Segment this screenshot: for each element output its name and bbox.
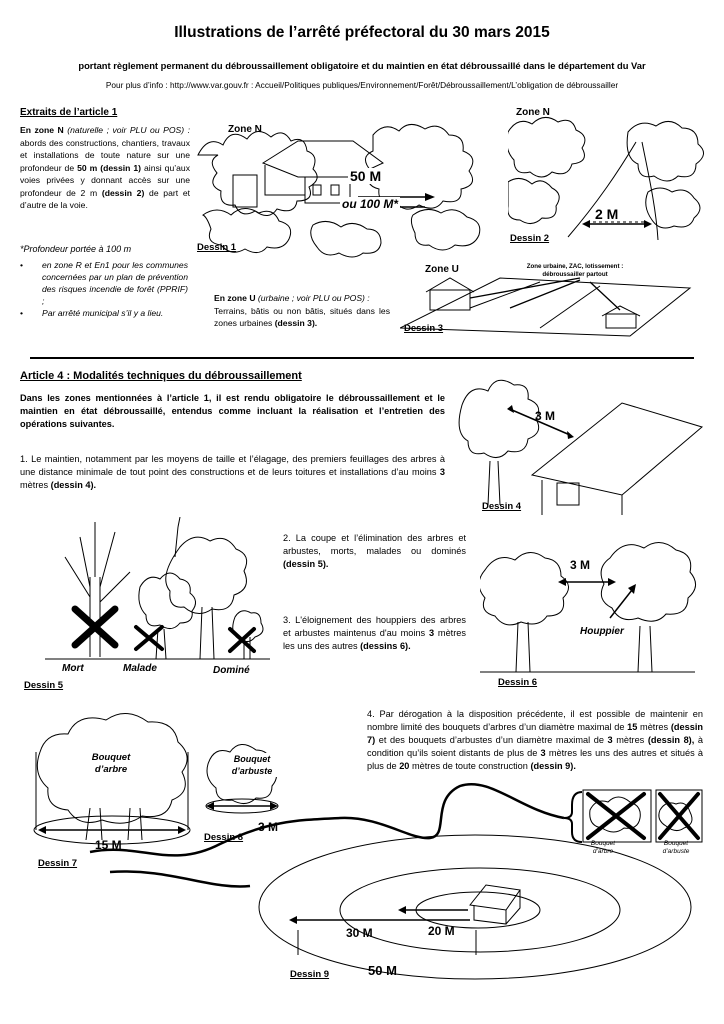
para1-d: (dessin 2) (101, 187, 145, 198)
p4-n: (dessin 9). (530, 761, 576, 771)
p4-a: 4. Par dérogation à la disposition précédente, il est possible de maintenir en nombre limité des bouquets d’arbres d’un diamètre maximal de (367, 709, 703, 732)
article4-intro: Dans les zones mentionnées à l’article 1, il est rendu obligatoire le débroussaillement et le maintien en état débroussaillé, entendus comme incluant la réalisation et l’entretien des opérations suivantes. (20, 393, 445, 429)
p2-a: 2. La coupe et l’élimination des arbres et arbustes, morts, malades ou dominés (283, 533, 466, 556)
article1-heading: Extraits de l’article 1 (20, 107, 118, 118)
zone-u-paragraph (214, 292, 390, 330)
article1-bullets (20, 259, 188, 319)
p1-b: 3 (439, 467, 445, 477)
p2-b: (dessin 5). (283, 559, 329, 569)
d9-small2-b: d’arbuste (662, 848, 690, 855)
page-subtitle: portant règlement permanent du débroussaillement obligatoire et du maintien en état débroussaillé dans le département du Var (78, 60, 646, 71)
d9-bouquet-arbuste (654, 840, 698, 856)
article4-heading: Article 4 : Modalités techniques du débroussaillement (20, 370, 302, 382)
d9-small1-b: d’arbre (592, 848, 614, 855)
para1-b: 50 m (dessin 1) (77, 162, 142, 173)
d9-small2-a: Bouquet (663, 840, 689, 847)
d3-note-line1: Zone urbaine, ZAC, lotissement : (526, 263, 624, 270)
d1-zone: Zone N (228, 124, 262, 135)
d3-note-line2: débroussailler partout (542, 271, 608, 278)
dessin-2-illustration (508, 112, 706, 250)
article4-point4 (367, 708, 703, 773)
page-title: Illustrations de l’arrêté préfectoral du 30 mars 2015 (174, 24, 550, 41)
p4-g: mètres (612, 735, 648, 745)
zone-n-note: (naturelle ; voir PLU ou POS) : (63, 125, 190, 135)
article1-bullet: • Par arrêté municipal s’il y a lieu. (20, 307, 188, 319)
d7-name2: d’arbre (94, 764, 128, 775)
d8-name2: d’arbuste (231, 766, 273, 776)
dessin-4-illustration (452, 365, 712, 515)
d6-label: Dessin 6 (498, 677, 538, 688)
article1-note: *Profondeur portée à 100 m (20, 244, 132, 254)
zone-u-lead: En zone U (214, 293, 256, 303)
p4-i: à condition qu’ils soient distants de plus de (367, 735, 703, 758)
d7-name1: Bouquet (91, 752, 131, 763)
d6-houppier: Houppier (580, 626, 624, 637)
d7-distance: 15 M (95, 838, 122, 852)
p1-d: (dessin 4). (50, 480, 97, 490)
d5-dominated: Dominé (213, 665, 250, 676)
article1-bullet: • en zone R et En1 pour les communes concernées par un plan de prévention des risques incendie de forêt (PPRIF) ; (20, 259, 188, 307)
d6-distance: 3 M (570, 558, 591, 572)
d4-label: Dessin 4 (482, 501, 522, 512)
d8-distance: 3 M (258, 820, 279, 834)
p4-h: (dessin 8), (647, 735, 695, 745)
para1-e: de part et d’autre de la voie. (20, 187, 190, 210)
d8-name (222, 753, 282, 777)
p4-m: mètres de toute construction (409, 761, 531, 771)
p4-f: 3 (607, 735, 613, 745)
d5-label: Dessin 5 (24, 680, 64, 691)
p3-a: 3. L'éloignement des houppiers des arbres et arbustes maintenus d'au moins (283, 615, 466, 638)
p4-b: 15 (627, 722, 638, 732)
zone-u-ref: (dessin 3). (274, 318, 318, 328)
section-divider (30, 357, 694, 359)
dessin-5-illustration (30, 517, 280, 677)
d9-small1-a: Bouquet (590, 840, 616, 847)
zone-u-text: Terrains, bâtis ou non bâtis, situés dans les zones urbaines (214, 305, 390, 328)
d1-alt-distance: ou 100 M* (342, 197, 399, 211)
p4-k: mètres les uns des autres et situés à plus de (367, 748, 703, 771)
p3-c: mètres les uns des autres (283, 628, 466, 651)
p1-c: mètres (20, 480, 51, 490)
d5-sick: Malade (123, 663, 157, 674)
d3-note (515, 263, 635, 279)
d2-distance: 2 M (595, 206, 619, 222)
d9-bouquet-arbre (585, 840, 621, 856)
d7-label: Dessin 7 (38, 858, 78, 869)
d2-zone: Zone N (516, 107, 550, 118)
article4-point2 (283, 532, 466, 571)
info-line: Pour plus d’info : http://www.var.gouv.fr : Accueil/Politiques publiques/Environnement/Forêt/Débroussaillement/L’obligation de débroussailler (105, 80, 619, 90)
p4-e: et des bouquets d’arbustes d’un diamètre maximal de (375, 735, 608, 745)
d1-distance: 50 M (350, 168, 382, 184)
d9-label: Dessin 9 (290, 969, 330, 980)
d8-name1: Bouquet (233, 754, 271, 764)
d3-zone: Zone U (425, 264, 459, 275)
d7-name (86, 752, 136, 776)
d4-distance: 3 M (535, 409, 556, 423)
zone-n-lead: En zone N (20, 125, 64, 135)
p4-l: 20 (399, 761, 410, 771)
article4-point1 (20, 453, 445, 492)
d9-distance-30: 30 M (346, 926, 373, 940)
article4-point3 (283, 614, 466, 653)
p3-d: (dessins 6). (360, 641, 411, 651)
para1-a: abords des constructions, chantiers, travaux et installations de toute nature sur une profondeur de (20, 137, 190, 173)
d2-label: Dessin 2 (510, 233, 550, 244)
dessin-1-illustration (193, 115, 503, 260)
p3-b: 3 (428, 628, 435, 638)
d8-label: Dessin 8 (204, 832, 244, 843)
d3-label: Dessin 3 (404, 323, 444, 334)
p4-c: mètres (637, 722, 671, 732)
para1-c: ainsi qu’aux voies privées y donnant accès sur une profondeur de 2 m (20, 162, 190, 198)
p4-d: (dessin 7) (367, 722, 703, 745)
dessin-6-illustration (480, 530, 705, 680)
zone-u-note: (urbaine ; voir PLU ou POS) : (255, 293, 370, 303)
d9-distance-20: 20 M (428, 924, 455, 938)
article1-paragraph (20, 124, 190, 212)
d1-label: Dessin 1 (197, 242, 237, 253)
d5-dead: Mort (62, 663, 84, 674)
p4-j: 3 (540, 748, 546, 758)
d9-distance-50: 50 M (368, 963, 397, 978)
p1-a: 1. Le maintien, notamment par les moyens de taille et l’élagage, des premiers feuillages des arbres à une distance minimale de tout point des constructions et de leurs toitures et installations d’au moins (20, 454, 445, 477)
